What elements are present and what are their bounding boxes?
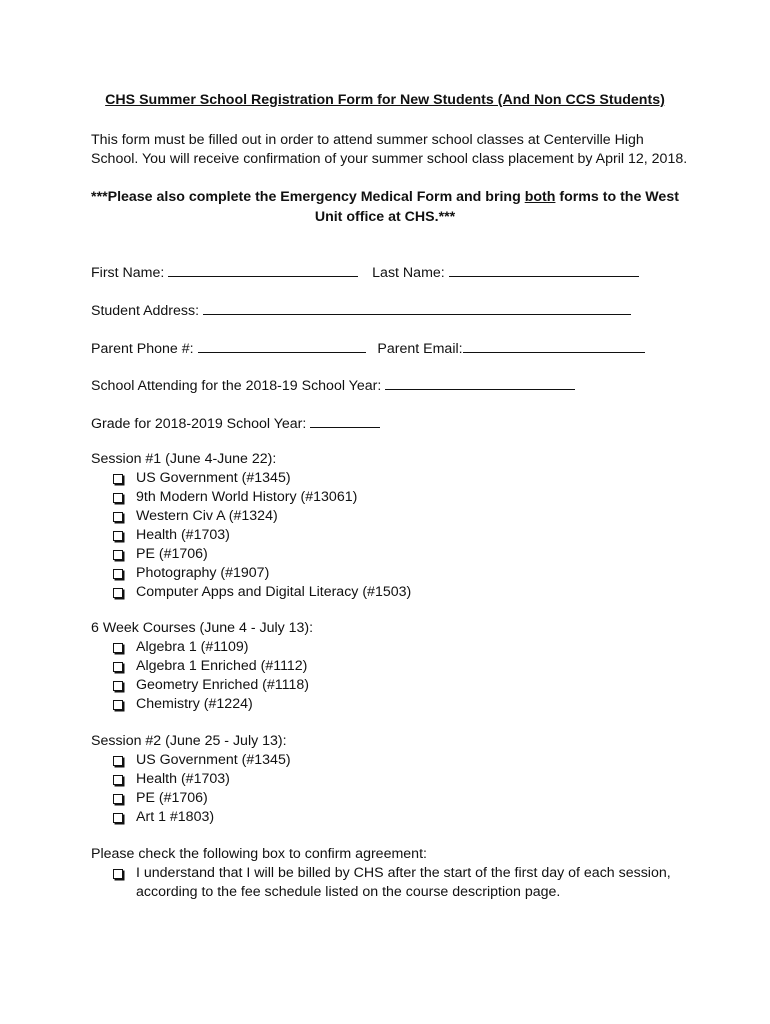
course-algebra-1[interactable]	[91, 638, 313, 657]
checkbox-icon[interactable]	[113, 662, 123, 672]
checkbox-icon[interactable]	[113, 869, 123, 879]
course-label: Algebra 1 (#1109)	[136, 639, 249, 655]
agreement-line-1: I understand that I will be billed by CHS after the start of the first day of each session,	[136, 865, 671, 881]
last-name-label: Last Name:	[372, 265, 445, 281]
intro-line-2: School. You will receive confirmation of your summer school class placement by April 12, 2018.	[91, 151, 688, 167]
last-name-field[interactable]	[449, 262, 639, 277]
session-2-section	[91, 732, 291, 827]
school-attending-field[interactable]	[385, 375, 575, 390]
parent-email-label: Parent Email:	[377, 341, 463, 357]
checkbox-icon[interactable]	[113, 700, 123, 710]
notice-text-end: forms to the West	[555, 189, 679, 205]
checkbox-icon[interactable]	[113, 512, 123, 522]
checkbox-icon[interactable]	[113, 794, 123, 804]
checkbox-icon[interactable]	[113, 643, 123, 653]
course-photography[interactable]	[91, 564, 411, 583]
course-label: Western Civ A (#1324)	[136, 508, 278, 524]
course-algebra-1-enriched[interactable]	[91, 657, 313, 676]
course-pe-s2[interactable]	[91, 789, 291, 808]
course-label: US Government (#1345)	[136, 470, 291, 486]
course-health[interactable]	[91, 526, 411, 545]
checkbox-icon[interactable]	[113, 756, 123, 766]
intro-line-1: This form must be filled out in order to attend summer school classes at Centerville High	[91, 132, 644, 148]
six-week-heading: 6 Week Courses (June 4 - July 13):	[91, 620, 314, 636]
parent-phone-field[interactable]	[198, 338, 366, 353]
course-label: Geometry Enriched (#1118)	[136, 677, 309, 693]
parent-contact-row	[91, 338, 645, 358]
name-row	[91, 262, 639, 282]
six-week-courses-section	[91, 619, 313, 714]
session-1-heading: Session #1 (June 4-June 22):	[91, 451, 277, 467]
student-address-field[interactable]	[203, 300, 631, 315]
school-attending-row	[91, 375, 575, 395]
course-label: Health (#1703)	[136, 771, 230, 787]
agreement-line-2: according to the fee schedule listed on the course description page.	[136, 884, 561, 900]
first-name-field[interactable]	[168, 262, 358, 277]
notice-text-start: ***Please also complete the Emergency Medical Form and bring	[91, 189, 525, 205]
course-us-government[interactable]	[91, 469, 411, 488]
course-label: 9th Modern World History (#13061)	[136, 489, 358, 505]
course-label: PE (#1706)	[136, 790, 208, 806]
parent-email-field[interactable]	[463, 338, 645, 353]
checkbox-icon[interactable]	[113, 681, 123, 691]
medical-form-notice	[80, 187, 690, 227]
course-computer-apps[interactable]	[91, 583, 411, 602]
course-label: Art 1 #1803)	[136, 809, 215, 825]
course-us-government-s2[interactable]	[91, 751, 291, 770]
notice-emphasis: both	[524, 189, 556, 205]
course-label: Chemistry (#1224)	[136, 696, 253, 712]
course-label: PE (#1706)	[136, 546, 208, 562]
course-pe[interactable]	[91, 545, 411, 564]
course-geometry-enriched[interactable]	[91, 676, 313, 695]
grade-label: Grade for 2018-2019 School Year:	[91, 416, 307, 432]
parent-phone-label: Parent Phone #:	[91, 341, 194, 357]
notice-line-2: Unit office at CHS.***	[314, 209, 456, 225]
checkbox-icon[interactable]	[113, 588, 123, 598]
checkbox-icon[interactable]	[113, 569, 123, 579]
course-art-1[interactable]	[91, 808, 291, 827]
intro-paragraph	[91, 131, 691, 169]
notice-line-1	[80, 187, 690, 207]
checkbox-icon[interactable]	[113, 493, 123, 503]
course-label: Computer Apps and Digital Literacy (#1503)	[136, 584, 412, 600]
course-health-s2[interactable]	[91, 770, 291, 789]
address-row	[91, 300, 631, 320]
agreement-checkbox-item[interactable]	[91, 864, 671, 902]
course-western-civ-a[interactable]	[91, 507, 411, 526]
first-name-label: First Name:	[91, 265, 165, 281]
checkbox-icon[interactable]	[113, 813, 123, 823]
student-address-label: Student Address:	[91, 303, 200, 319]
course-label: Photography (#1907)	[136, 565, 270, 581]
agreement-section	[91, 845, 671, 902]
grade-row	[91, 413, 380, 433]
grade-field[interactable]	[310, 413, 380, 428]
checkbox-icon[interactable]	[113, 775, 123, 785]
session-2-heading: Session #2 (June 25 - July 13):	[91, 733, 287, 749]
form-title: CHS Summer School Registration Form for New Students (And Non CCS Students)	[105, 92, 665, 108]
checkbox-icon[interactable]	[113, 474, 123, 484]
session-1-section	[91, 450, 411, 602]
school-attending-label: School Attending for the 2018-19 School Year:	[91, 378, 382, 394]
course-label: US Government (#1345)	[136, 752, 291, 768]
agreement-heading: Please check the following box to confirm agreement:	[91, 846, 427, 862]
course-label: Algebra 1 Enriched (#1112)	[136, 658, 308, 674]
course-chemistry[interactable]	[91, 695, 313, 714]
checkbox-icon[interactable]	[113, 550, 123, 560]
course-modern-world-history[interactable]	[91, 488, 411, 507]
checkbox-icon[interactable]	[113, 531, 123, 541]
course-label: Health (#1703)	[136, 527, 230, 543]
